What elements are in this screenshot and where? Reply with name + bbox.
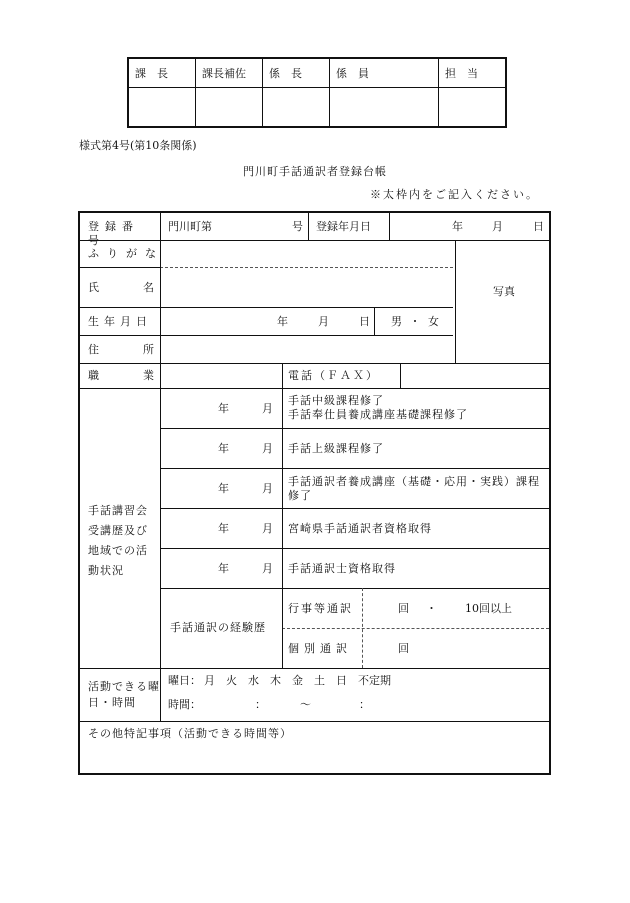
- instruction-note: ※太枠内をご記入ください。: [370, 188, 539, 201]
- approval-header-text: 係 員: [336, 67, 369, 80]
- furigana-input[interactable]: [164, 243, 449, 265]
- event-count-over: 10回以上: [465, 602, 512, 615]
- phone-label: 電話（ＦＡＸ）: [288, 369, 379, 382]
- gender-options[interactable]: 男 ・ 女: [391, 315, 439, 328]
- job-input[interactable]: [164, 366, 278, 386]
- notes-label: その他特記事項（活動できる時間等）: [88, 727, 292, 740]
- approval-stamp-box[interactable]: [128, 88, 196, 128]
- birth-day: 日: [359, 315, 370, 328]
- history-month: 月: [262, 442, 273, 455]
- weekday-prefix: 曜日：: [168, 674, 201, 687]
- event-interp-label: 行事等通訳: [288, 602, 353, 615]
- time-tilde: ～: [300, 698, 311, 711]
- reg-number-input[interactable]: [210, 217, 290, 237]
- approval-header-tanto: [439, 58, 507, 88]
- history-year: 年: [218, 522, 229, 535]
- history-month: 月: [262, 482, 273, 495]
- job-label: 職 業: [88, 369, 154, 382]
- event-count-sep: ・: [426, 602, 437, 615]
- history-item-4: 宮崎県手話通訳者資格取得: [288, 522, 432, 535]
- individual-interp-label: 個別通訳: [288, 642, 352, 655]
- available-label: 活動できる曜日・時間: [88, 680, 160, 709]
- approval-header-hosa: [196, 58, 263, 88]
- history-year: 年: [218, 442, 229, 455]
- approval-header-kacho: [128, 58, 196, 88]
- history-year: 年: [218, 562, 229, 575]
- approval-header-text: 係 長: [269, 67, 302, 80]
- birth-year: 年: [277, 315, 288, 328]
- approval-stamp-table: [127, 57, 507, 128]
- approval-header-kakaricho: [263, 58, 330, 88]
- event-count-unit: 回: [398, 602, 409, 615]
- individual-count-unit: 回: [398, 642, 409, 655]
- time-end-sep: ：: [359, 698, 370, 711]
- approval-stamp-box[interactable]: [196, 88, 263, 128]
- form-number: 様式第4号(第10条関係): [79, 139, 197, 152]
- history-item-5: 手話通訳士資格取得: [288, 562, 396, 575]
- birth-month: 月: [318, 315, 329, 328]
- history-item-3: 手話通訳者養成講座（基礎・応用・実践）課程修了: [288, 475, 540, 502]
- photo-area: 写真: [493, 285, 515, 298]
- history-month: 月: [262, 522, 273, 535]
- weekday-options[interactable]: 月 火 水 木 金 土 日 不定期: [204, 674, 391, 687]
- reg-date-month: 月: [492, 220, 503, 233]
- history-year: 年: [218, 482, 229, 495]
- approval-header-text: 担 当: [445, 67, 478, 80]
- reg-number-prefix: 門川町第: [168, 220, 212, 233]
- history-month: 月: [262, 402, 273, 415]
- furigana-label: ふりがな: [88, 247, 164, 260]
- approval-stamp-box[interactable]: [263, 88, 330, 128]
- approval-header-text: 課長補佐: [202, 67, 246, 80]
- reg-number-label: 登録番号: [88, 220, 139, 247]
- birth-label: 生年月日: [88, 315, 152, 328]
- approval-stamp-box[interactable]: [330, 88, 439, 128]
- time-start-sep: ：: [255, 698, 266, 711]
- reg-number-suffix: 号: [292, 220, 303, 233]
- history-month: 月: [262, 562, 273, 575]
- approval-header-text: 課 長: [135, 67, 168, 80]
- page-title: 門川町手話通訳者登録台帳: [243, 165, 387, 178]
- time-prefix: 時間：: [168, 698, 201, 711]
- address-label: 住 所: [88, 343, 154, 356]
- approval-header-kakariin: [330, 58, 439, 88]
- reg-date-year: 年: [452, 220, 463, 233]
- notes-input[interactable]: [88, 745, 543, 771]
- history-item-2: 手話上級課程修了: [288, 442, 384, 455]
- approval-stamp-box[interactable]: [439, 88, 507, 128]
- phone-input[interactable]: [405, 366, 545, 386]
- address-input[interactable]: [164, 338, 449, 360]
- name-input[interactable]: [164, 271, 449, 305]
- history-year: 年: [218, 402, 229, 415]
- reg-date-label: 登録年月日: [316, 220, 371, 233]
- experience-label: 手話通訳の経験歴: [170, 621, 266, 634]
- history-item-1: 手話中級課程修了 手話奉仕員養成講座基礎課程修了: [288, 394, 468, 421]
- history-label: 手話講習会受講歴及び地域での活動状況: [88, 504, 148, 577]
- name-label: 氏 名: [88, 281, 154, 294]
- reg-date-day: 日: [533, 220, 544, 233]
- registration-form: [78, 211, 551, 775]
